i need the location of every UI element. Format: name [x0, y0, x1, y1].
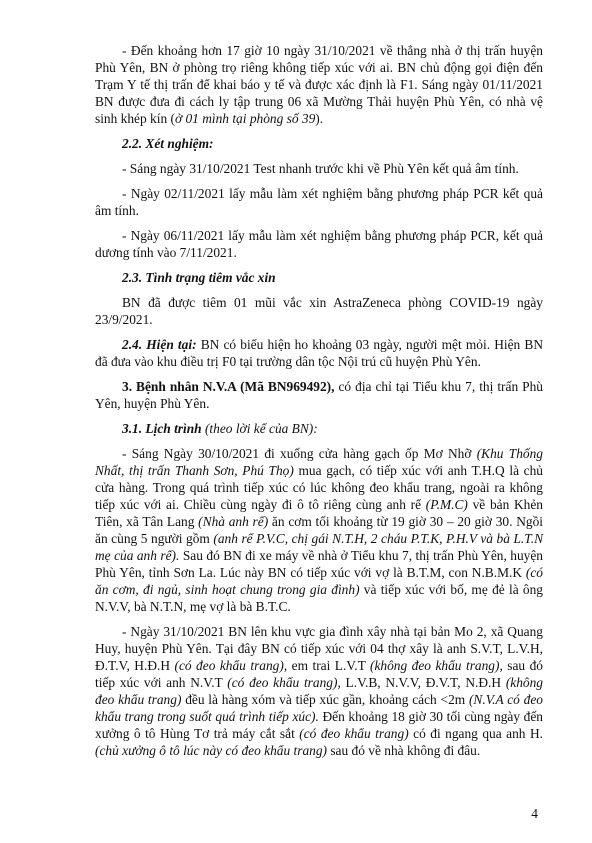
paragraph: - Ngày 06/11/2021 lấy mẫu làm xét nghiệm bằng phương pháp PCR, kết quả dương tính vào 7/11/2021. [95, 228, 543, 260]
text: (anh rể P.V.C, chị gái N.T.H, 2 cháu P.T.K, P.H.V và bà L.T.N mẹ của anh rể). [95, 531, 544, 563]
text: (có đeo khẩu trang) [299, 726, 409, 741]
text: về bản Khẻn Tiên, xã Tân Lang [95, 497, 544, 529]
paragraph [95, 336, 543, 370]
text: , em trai L.V.T [283, 658, 371, 673]
paragraph [95, 378, 543, 412]
text: Sau đó BN đi xe máy về nhà ở Tiểu khu 7, thị trấn Phù Yên, huyện Phù Yên, tỉnh Sơn La. Lúc này BN có tiếp xúc với vợ là B.T.M, con N.B.M.K [95, 548, 543, 580]
paragraph [95, 420, 543, 437]
text: (N.V.A có đeo khẩu trang trong suốt quá trình tiếp xúc). [95, 692, 543, 724]
text: (có ăn cơm, đi ngủ, sinh hoạt chung trong gia đình) [95, 565, 543, 597]
text: (không đeo khẩu trang) [370, 658, 500, 673]
text: (có đeo khẩu trang) [174, 658, 284, 673]
section-heading: 2.3. Tình trạng tiêm vắc xin [122, 270, 276, 285]
text: , L.V.B, N.V.V, Đ.V.T, N.Đ.H [337, 675, 506, 690]
text: - Sáng Ngày 30/10/2021 đi xuống cửa hàng gạch ốp Mơ Nhỡ [122, 446, 477, 461]
paragraph [95, 623, 543, 759]
text: ăn cơm tối khoảng từ 19 giờ 30 – 20 giờ 30. Ngồi ăn cùng 5 người gồm [95, 514, 543, 546]
paragraph [95, 42, 543, 127]
paragraph [95, 445, 543, 615]
text: , sau đó tiếp xúc với anh N.V.T [95, 658, 543, 690]
text: có địa chỉ tại Tiểu khu 7, thị trấn Phù Yên, huyện Phù Yên. [95, 379, 544, 411]
text: (Khu Thống Nhất, thị trấn Thanh Sơn, Phú Thọ) [95, 446, 544, 478]
paragraph: BN đã được tiêm 01 mũi vắc xin AstraZeneca phòng COVID-19 ngày 23/9/2021. [95, 295, 543, 327]
text: sau đó về nhà không đi đâu. [327, 743, 481, 758]
text: (P.M.C) [425, 497, 468, 512]
text: (có đeo khẩu trang) [227, 675, 338, 690]
section-heading: 2.2. Xét nghiệm: [122, 136, 214, 151]
paragraph: - Ngày 02/11/2021 lấy mẫu làm xét nghiệm bằng phương pháp PCR kết quả âm tính. [95, 186, 543, 218]
text: ). [315, 111, 324, 126]
document-page [95, 42, 543, 759]
text: có đi ngang qua anh H. [408, 726, 543, 741]
text: đều là hàng xóm và tiếp xúc gần, khoảng cách <2m [181, 692, 469, 707]
text: (chủ xưởng ô tô lúc này có đeo khẩu trang) [95, 743, 327, 758]
text: và tiếp xúc với bố, mẹ đẻ là ông N.V.V, bà N.T.N, mẹ vợ là bà B.T.C. [95, 582, 543, 614]
paragraph: - Sáng ngày 31/10/2021 Test nhanh trước khi về Phù Yên kết quả âm tính. [122, 161, 519, 176]
text: BN có biểu hiện ho khoảng 03 ngày, người mệt mỏi. Hiện BN đã đưa vào khu điều trị F0 tại trường dân tộc Nội trú cũ huyện Phù Yên. [95, 337, 543, 369]
section-heading: 2.4. Hiện tại: [122, 337, 197, 352]
text: Đến khoảng 18 giờ 30 tối cùng ngày đến xưởng ô tô Hùng Tơ trả máy cắt sắt [95, 709, 544, 741]
text: - Đến khoảng hơn 17 giờ 10 ngày 31/10/2021 về thẳng nhà ở thị trấn huyện Phù Yên, BN ở phòng trọ riêng không tiếp xúc với ai. BN chủ động gọi điện đến Trạm Y tế thị trấn để khai báo y tế và được xác định là F1. Sáng ngày 01/11/2021 BN được đưa đi cách ly tập trung 06 xã Mường Thải huyện Phù Yên, có nhà vệ sinh khép kín ( [95, 43, 543, 126]
section-heading: 3.1. Lịch trình [122, 421, 202, 436]
text: ở 01 mình tại phòng số 39 [174, 111, 316, 126]
text: mua gạch, có tiếp xúc với anh T.H.Q là chủ cửa hàng. Trong quá trình tiếp xúc có lúc không đeo khẩu trang, ngoài ra không tiếp xúc với ai. Chiều cùng ngày đi ô tô riêng cùng anh rể [95, 463, 544, 512]
page-number: 4 [531, 806, 538, 821]
text: (Nhà anh rể) [198, 514, 269, 529]
text: (theo lời kể của BN): [201, 421, 318, 436]
text: - Ngày 31/10/2021 BN lên khu vực gia đình xây nhà tại bản Mo 2, xã Quang Huy, huyện Phù Yên. Tại đây BN có tiếp xúc với 04 thợ xây là anh S.V.T, L.V.H, Đ.T.V, H.Đ.H [95, 624, 543, 673]
patient-heading: 3. Bệnh nhân N.V.A (Mã BN969492), [122, 379, 335, 394]
text: (không đeo khẩu trang) [95, 675, 543, 707]
